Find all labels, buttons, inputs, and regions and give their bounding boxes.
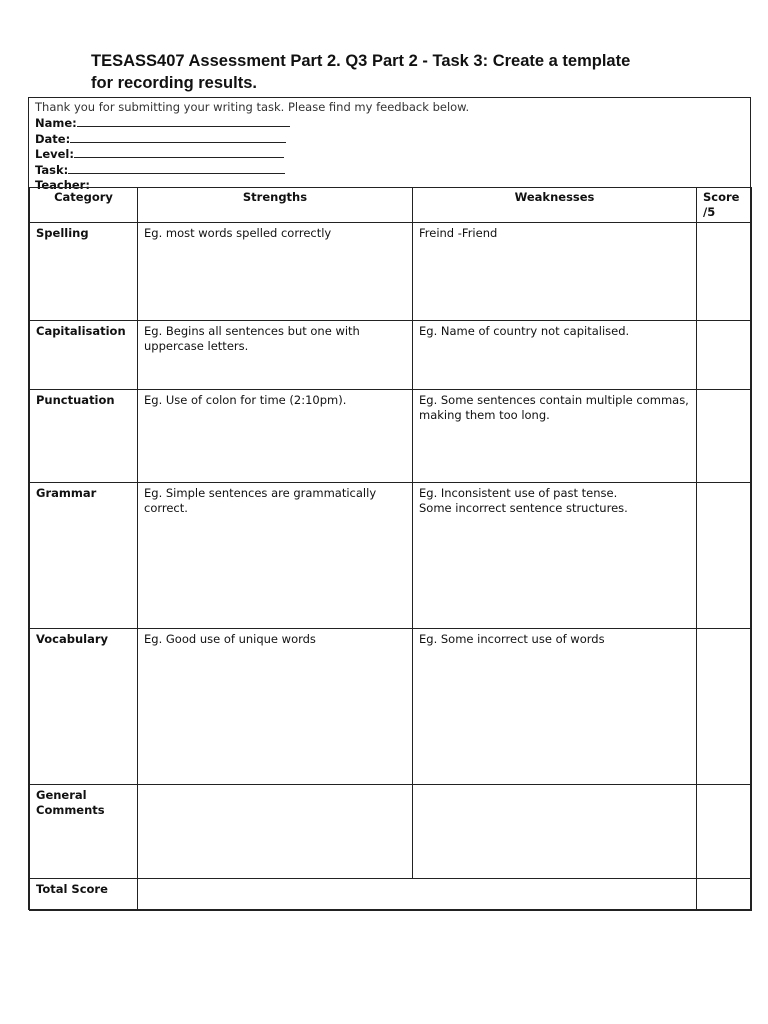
category-cell: Punctuation	[30, 390, 138, 483]
title-line-1: TESASS407 Assessment Part 2. Q3 Part 2 - Task 3: Create a template	[91, 52, 631, 70]
date-line	[70, 131, 286, 143]
score-cell[interactable]	[697, 223, 752, 321]
table-row	[30, 223, 752, 321]
strengths-cell[interactable]: Eg. most words spelled correctly	[138, 223, 413, 321]
score-header-label: Score	[703, 190, 740, 204]
total-row	[30, 879, 752, 911]
weaknesses-cell[interactable]: Eg. Some sentences contain multiple commas, making them too long.	[413, 390, 697, 483]
general-comments-cell-1[interactable]	[138, 785, 413, 879]
score-cell[interactable]	[697, 629, 752, 785]
table-row	[30, 785, 752, 879]
title-line-2: for recording results.	[91, 74, 257, 92]
form-header	[35, 100, 469, 193]
table-row	[30, 390, 752, 483]
level-field	[35, 146, 469, 162]
score-cell[interactable]	[697, 390, 752, 483]
task-label: Task:	[35, 163, 69, 178]
table-row	[30, 483, 752, 629]
name-field	[35, 115, 469, 131]
general-label-line-1: General	[36, 788, 87, 802]
rubric-table	[29, 187, 752, 911]
level-label: Level:	[35, 147, 74, 162]
column-header-strengths: Strengths	[138, 188, 413, 223]
general-comments-score-cell[interactable]	[697, 785, 752, 879]
category-cell	[30, 785, 138, 879]
intro-text: Thank you for submitting your writing task. Please find my feedback below.	[35, 100, 470, 114]
total-score-field[interactable]	[138, 879, 697, 911]
date-field	[35, 131, 469, 147]
total-score-label: Total Score	[30, 879, 138, 911]
total-score-value-cell[interactable]	[697, 879, 752, 911]
strengths-cell[interactable]: Eg. Good use of unique words	[138, 629, 413, 785]
teacher-label: Teacher:	[35, 177, 90, 192]
strengths-cell[interactable]: Eg. Simple sentences are grammatically correct.	[138, 483, 413, 629]
date-label: Date:	[35, 131, 71, 146]
weakness-line-2: Some incorrect sentence structures.	[419, 501, 628, 515]
level-line	[74, 146, 284, 158]
weakness-line-1: Eg. Inconsistent use of past tense.	[419, 486, 618, 500]
strengths-cell[interactable]: Eg. Begins all sentences but one with uppercase letters.	[138, 321, 413, 390]
category-cell: Spelling	[30, 223, 138, 321]
weaknesses-cell[interactable]: Eg. Some incorrect use of words	[413, 629, 697, 785]
score-cell[interactable]	[697, 321, 752, 390]
feedback-form	[28, 97, 751, 910]
category-cell: Grammar	[30, 483, 138, 629]
table-row	[30, 321, 752, 390]
general-label-line-2: Comments	[36, 803, 105, 817]
table-header-row	[30, 188, 752, 223]
strengths-cell[interactable]: Eg. Use of colon for time (2:10pm).	[138, 390, 413, 483]
category-cell: Capitalisation	[30, 321, 138, 390]
name-label: Name:	[35, 115, 77, 130]
column-header-weaknesses: Weaknesses	[413, 188, 697, 223]
weaknesses-cell[interactable]: Freind -Friend	[413, 223, 697, 321]
score-header-max: /5	[703, 205, 716, 219]
score-cell[interactable]	[697, 483, 752, 629]
weaknesses-cell[interactable]: Eg. Name of country not capitalised.	[413, 321, 697, 390]
column-header-category: Category	[30, 188, 138, 223]
task-line	[68, 162, 285, 174]
name-line	[77, 115, 290, 127]
weaknesses-cell[interactable]	[413, 483, 697, 629]
table-row	[30, 629, 752, 785]
document-title	[91, 50, 731, 94]
column-header-score	[697, 188, 752, 223]
general-comments-cell-2[interactable]	[413, 785, 697, 879]
task-field	[35, 162, 469, 178]
category-cell: Vocabulary	[30, 629, 138, 785]
